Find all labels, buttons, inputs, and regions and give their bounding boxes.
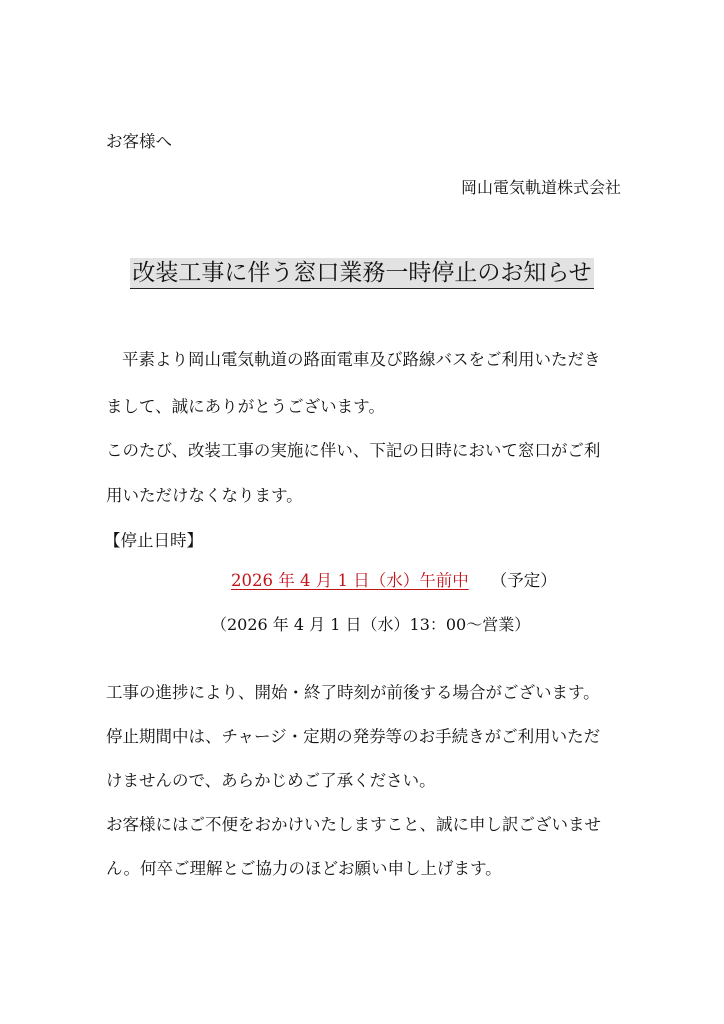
suspension-date-row: [231, 570, 557, 592]
title-container: [0, 258, 724, 289]
paragraph-4-line-1: 停止期間中は、チャージ・定期の発券等のお手続きがご利用いただ: [106, 727, 601, 746]
resume-info: （2026 年 4 月 1 日（水）13：00～営業）: [211, 615, 531, 634]
paragraph-1-line-1: 平素より岡山電気軌道の路面電車及び路線バスをご利用いただき: [122, 350, 601, 369]
suspension-label: 【停止日時】: [104, 531, 203, 550]
suspension-date: 2026 年 4 月 1 日（水）午前中: [231, 571, 469, 590]
addressee: お客様へ: [106, 132, 172, 151]
paragraph-5-line-1: お客様にはご不便をおかけいたしますこと、誠に申し訳ございませ: [106, 815, 601, 834]
paragraph-1-line-2: まして、誠にありがとうございます。: [106, 397, 385, 416]
paragraph-2-line-2: 用いただけなくなります。: [106, 486, 303, 505]
sender-company: 岡山電気軌道株式会社: [460, 178, 621, 197]
paragraph-2-line-1: このたび、改装工事の実施に伴い、下記の日時において窓口がご利: [106, 441, 601, 460]
paragraph-3: 工事の進捗により、開始・終了時刻が前後する場合がございます。: [106, 683, 600, 702]
notice-title: 改装工事に伴う窓口業務一時停止のお知らせ: [130, 258, 593, 289]
paragraph-4-line-2: けませんので、あらかじめご了承ください。: [106, 771, 436, 790]
suspension-note: （予定）: [490, 571, 557, 590]
paragraph-5-line-2: ん。何卒ご理解とご協力のほどお願い申し上げます。: [106, 859, 502, 878]
